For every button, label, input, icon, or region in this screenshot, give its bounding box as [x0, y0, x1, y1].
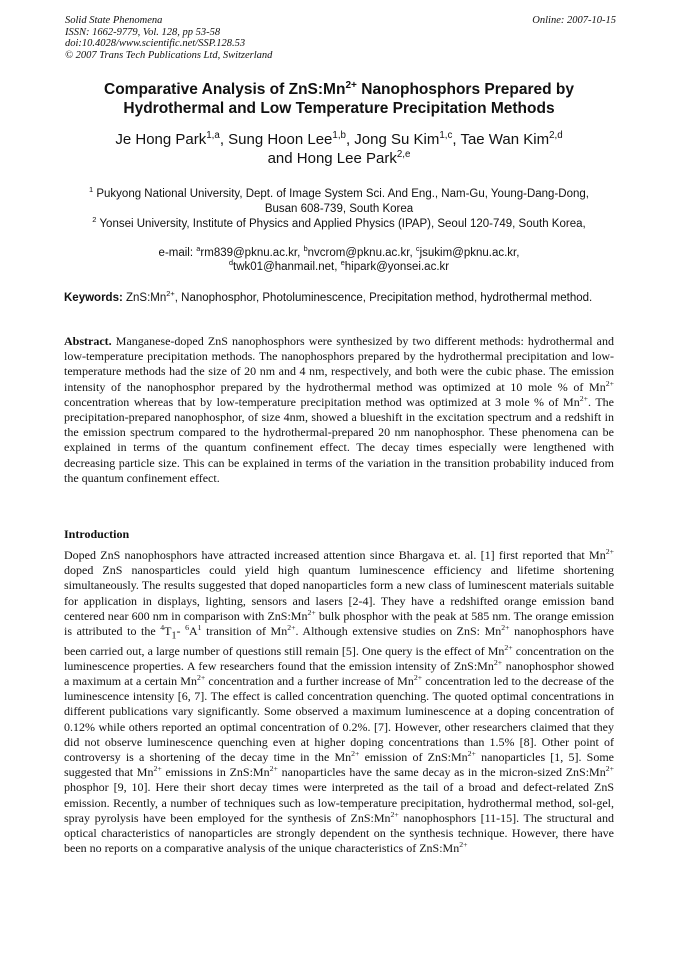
paper-title: Comparative Analysis of $ZnS:Mn^{2+}$ Nanophosphors Prepared by Hydrothermal and Low Temperature Precipitation Methods	[104, 79, 574, 117]
introduction-body: Doped ZnS nanophosphors have attracted increased attention since Bhargava et. al. [1] first reported that $Mn^{2+}$ doped ZnS nanosparticles could yield high quantum luminescence efficiency and lifetime shortening simultaneously. The results suggested that doped nanoparticles form a new class of luminescent materials suitable for application in displays, lighting, sensors and lasers [2-4]. They have a redshifted orange emission band centered near 600 nm in comparison with $ZnS:Mn^{2+}$ bulk phosphor with the peak at 585 nm. The orange emission is attributed to the $^4T_1-$ $^6A^1$ transition of $Mn^{2+}$. Although extensive studies on ZnS: $Mn^{2+}$ nanophosphors have been carried out, a large number of questions still remain [5]. One query is the effect of $Mn^{2+}$ concentration on the luminescence properties. A few researchers found that the emission intensity of $ZnS:Mn^{2+}$ nanophosphor showed a maximum at a certain $Mn^{2+}$ concentration and a further increase of $Mn^{2+}$ concentration led to the decrease of the luminescence intensity [6, 7]. The effect is called concentration quenching. The quoted optimal concentrations in different publications vary significantly. Some observed a maximum luminescence at a doping concentration of 0.12% while others reported an optimal concentration of 0.2%. [7]. However, other researchers claimed that they did not observe luminescence quenching even at higher doping concentrations than 1.5% [8]. Other point of controversy is a shortening of the decay time in the $Mn^{2+}$ emission of $ZnS:Mn^{2+}$ nanoparticles [1, 5]. Some suggested that $Mn^{2+}$ emissions in $ZnS:Mn^{2+}$ nanoparticles have the same decay as in the micron-sized $ZnS:Mn^{2+}$ phosphor [9, 10]. Here their short decay times were interpreted as the tail of a broad and defect-related ZnS emission. Recently, a number of techniques such as low-temperature precipitation, hydrothermal method, sol-gel, spray pyrolysis have been employed for the synthesis of $ZnS:Mn^{2+}$ nanophosphors [11-15]. The structural and optical characteristics of nanoparticles are strongly dependent on the synthesis technique. However, there have been no reports on a comparative analysis of the unique characteristics of $ZnS:Mn^{2+}$	[64, 547, 615, 856]
email-link[interactable]: jsukim@pknu.ac.kr,	[419, 247, 520, 259]
journal-doi[interactable]: doi:10.4028/www.scientific.net/SSP.128.53	[65, 38, 246, 49]
journal-copyright: © 2007 Trans Tech Publications Ltd, Switzerland	[65, 49, 273, 61]
section-heading: Introduction	[64, 527, 130, 541]
author-list: Je Hong Park$^{1,a}$, Sung Hoon Lee$^{1,b}$, Jong Su Kim$^{1,c}$, Tae Wan Kim$^{2,d}$ and Hong Lee Park$^{2,e}$	[115, 130, 563, 167]
journal-header	[65, 15, 272, 61]
affiliation-1: $^1$ Pukyong National University, Dept. of Image System Sci. And Eng., Nam-Gu, Young-Dang-Dong, Busan 608-739, South Korea	[89, 185, 589, 215]
journal-issn: ISSN: 1662-9779, Vol. 128, pp 53-58	[65, 26, 221, 38]
keywords-label: Keywords:	[64, 292, 123, 304]
email-list: e-mail: $^a$rm839@pknu.ac.kr, $^b$nvcrom@pknu.ac.kr, $^c$jsukim@pknu.ac.kr, $^d$twk01@hanmail.net, $^e$hipark@yonsei.ac.kr	[158, 244, 520, 273]
email-link[interactable]: hipark@yonsei.ac.kr	[344, 261, 450, 273]
author-name: , Tae Wan Kim	[452, 131, 550, 148]
abstract-label: Abstract.	[64, 334, 112, 348]
email-link[interactable]: twk01@hanmail.net,	[233, 261, 341, 273]
author-name: , Sung Hoon Lee	[219, 131, 333, 148]
keywords: Keywords: $ZnS:Mn^{2+}$, Nanophosphor, Photoluminescence, Precipitation method, hydrothermal method.	[64, 289, 593, 304]
author-name: , Jong Su Kim	[345, 131, 440, 148]
affiliation-2: $^2$ Yonsei University, Institute of Physics and Applied Physics (IPAP), Seoul 120-749, South Korea,	[92, 215, 586, 230]
email-link[interactable]: nvcrom@pknu.ac.kr,	[307, 247, 416, 259]
email-link[interactable]: rm839@pknu.ac.kr,	[200, 247, 304, 259]
journal-name: Solid State Phenomena	[65, 15, 163, 26]
author-name: Je Hong Park	[115, 131, 207, 148]
author-name: and Hong Lee Park	[267, 150, 397, 167]
abstract: Abstract. Manganese-doped ZnS nanophosphors were synthesized by two different methods: hydrothermal and low-temperature precipitation methods. The nanophosphors prepared by the hydrothermal precipitation and low-temperature methods had the size of 20 nm and 4 nm, respectively, and both were the cubic phase. The emission intensity of the nanophosphor prepared by the hydrothermal method was optimized at 10 mole % of $Mn^{2+}$ concentration whereas that by low-temperature precipitation method was optimized at 3 mole % of $Mn^{2+}$. The precipitation-prepared nanophosphor, of size 4nm, showed a blueshift in the excitation spectrum and a redshift in the emission spectrum compared to the hydrothermal-prepared 20 nm nanophosphor. These phenomena can be explained in terms of the quantum confinement effect. The decay times especially were lengthened with decreasing particle size. This can be explained in terms of the variation in the transition probability induced from the quantum confinement effect.	[64, 334, 614, 485]
online-date: Online: 2007-10-15	[532, 15, 616, 26]
